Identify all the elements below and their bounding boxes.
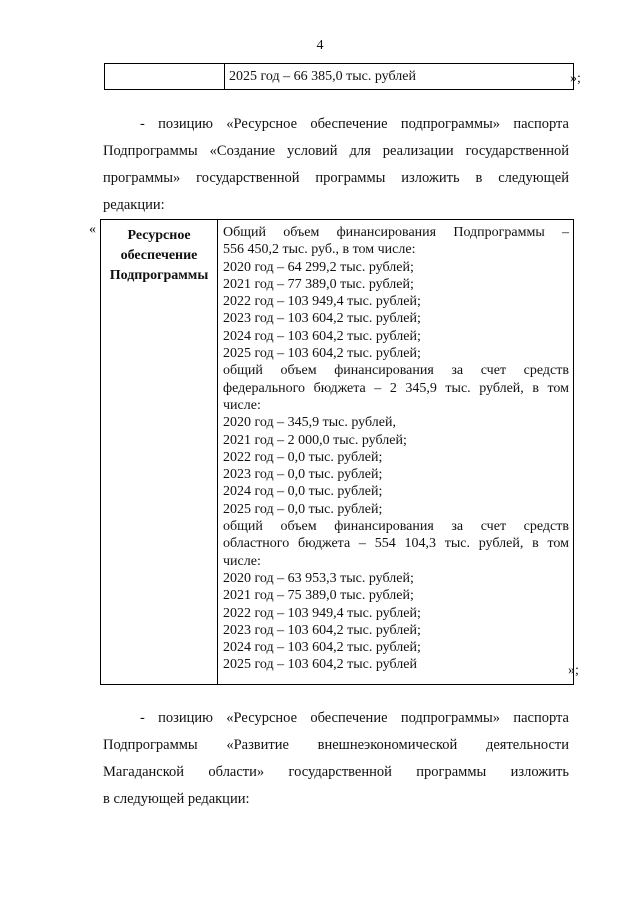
- content-line: 2022 год – 103 949,4 тыс. рублей;: [223, 294, 421, 310]
- content-line: 2022 год – 103 949,4 тыс. рублей;: [223, 605, 421, 621]
- content-line: 2020 год – 345,9 тыс. рублей,: [223, 415, 396, 431]
- content-line: федерального бюджета – 2 345,9 тыс. рублей, в том: [223, 380, 569, 396]
- paragraph-line: Магаданской области» государственной программы изложить: [103, 764, 569, 780]
- content-line: 2021 год – 2 000,0 тыс. рублей;: [223, 432, 407, 448]
- paragraph-position-2: [103, 705, 569, 813]
- resource-title-line: Ресурсное: [127, 228, 191, 243]
- content-line: 2023 год – 103 604,2 тыс. рублей;: [223, 622, 421, 638]
- content-line: 2021 год – 77 389,0 тыс. рублей;: [223, 276, 414, 292]
- content-line: 2023 год – 0,0 тыс. рублей;: [223, 467, 383, 483]
- paragraph-line: Подпрограммы «Создание условий для реализации государственной: [103, 143, 569, 159]
- content-line: числе:: [223, 397, 261, 413]
- content-line: 2024 год – 103 604,2 тыс. рублей;: [223, 328, 421, 344]
- content-line: Общий объем финансирования Подпрограммы –: [223, 225, 569, 240]
- content-line: 2023 год – 103 604,2 тыс. рублей;: [223, 311, 421, 327]
- content-line: 2020 год – 63 953,3 тыс. рублей;: [223, 570, 414, 586]
- fragment-right-cell: 2025 год – 66 385,0 тыс. рублей: [225, 64, 574, 90]
- content-line: числе:: [223, 553, 261, 569]
- closing-quote: »;: [568, 663, 579, 678]
- content-line: 2021 год – 75 389,0 тыс. рублей;: [223, 588, 414, 604]
- content-line: 2024 год – 103 604,2 тыс. рублей;: [223, 640, 421, 656]
- content-line: 2020 год – 64 299,2 тыс. рублей;: [223, 259, 414, 275]
- content-line: 2025 год – 103 604,2 тыс. рублей;: [223, 346, 421, 362]
- resource-title-line: Подпрограммы: [109, 268, 209, 283]
- table-row: [105, 64, 574, 90]
- content-line: областного бюджета – 554 104,3 тыс. рублей, в том: [223, 536, 569, 552]
- content-line: общий объем финансирования за счет средств: [223, 519, 569, 535]
- content-line: 2025 год – 103 604,2 тыс. рублей: [223, 657, 417, 673]
- paragraph-line: - позицию «Ресурсное обеспечение подпрограммы» паспорта: [140, 116, 569, 132]
- page-number: 4: [316, 38, 324, 53]
- table-row: [101, 220, 574, 685]
- resource-title-cell: [101, 220, 218, 685]
- content-line: 556 450,2 тыс. руб., в том числе:: [223, 242, 416, 258]
- fragment-table: [104, 63, 574, 90]
- paragraph-line: - позицию «Ресурсное обеспечение подпрограммы» паспорта: [140, 710, 569, 726]
- paragraph-line: редакции:: [103, 197, 165, 213]
- content-line: 2022 год – 0,0 тыс. рублей;: [223, 449, 383, 465]
- paragraph-line: Подпрограммы «Развитие внешнеэкономической деятельности: [103, 737, 569, 753]
- fragment-left-cell: [105, 64, 225, 90]
- resource-content-cell: [218, 220, 574, 685]
- paragraph-line: программы» государственной программы изложить в следующей: [103, 170, 569, 186]
- content-line: общий объем финансирования за счет средств: [223, 363, 569, 379]
- resource-table: [100, 219, 574, 685]
- content-line: 2025 год – 0,0 тыс. рублей;: [223, 501, 383, 517]
- content-line: 2024 год – 0,0 тыс. рублей;: [223, 484, 383, 500]
- closing-quote: »;: [570, 71, 581, 86]
- paragraph-line: в следующей редакции:: [103, 791, 250, 807]
- resource-title-line: обеспечение: [120, 248, 198, 263]
- paragraph-position-1: [103, 111, 569, 219]
- opening-quote: «: [89, 222, 96, 237]
